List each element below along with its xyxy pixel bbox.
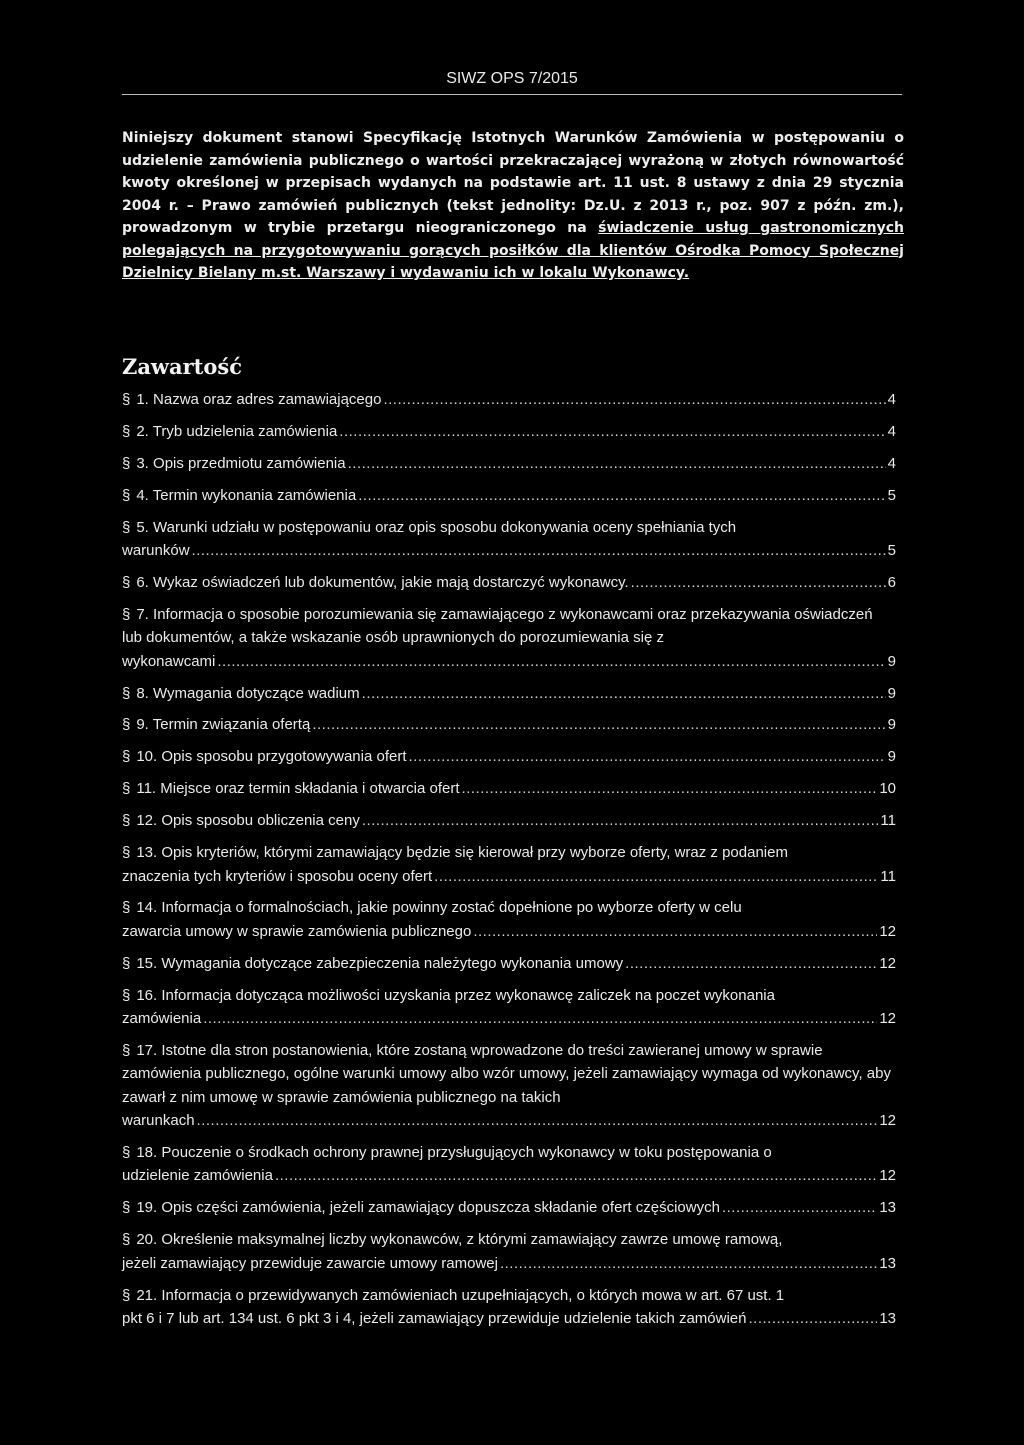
toc-entry[interactable] [122,516,896,563]
dot-leader [631,571,886,594]
toc-entry-title: 20. Określenie maksymalnej liczby wykonawców, z którymi zamawiający zawrze umowę ramową, [136,1231,783,1249]
toc-entry[interactable] [122,809,896,832]
toc-entry[interactable] [122,1284,896,1331]
section-sign: § [122,573,131,591]
toc-page-number: 12 [879,954,896,972]
dot-leader [409,745,886,768]
toc-page-number: 12 [879,1010,896,1028]
toc-entry[interactable] [122,571,896,594]
section-sign: § [122,454,131,472]
dot-leader [434,865,878,888]
toc-entry[interactable] [122,841,896,888]
toc-entry-text [122,841,896,864]
toc-entry[interactable] [122,984,896,1031]
toc-entry-title-continued: pkt 6 i 7 lub art. 134 ust. 6 pkt 3 i 4, jeżeli zamawiający przewiduje udzielenie takich zamówień [122,1310,747,1327]
dot-leader [362,682,886,705]
dot-leader [722,1196,877,1219]
toc-entry[interactable] [122,682,896,705]
toc-entry-title: 15. Wymagania dotyczące zabezpieczenia należytego wykonania umowy [136,954,624,972]
dot-leader [462,777,878,800]
dot-leader [749,1307,878,1330]
toc-entry[interactable] [122,603,896,673]
toc-entry-title: 12. Opis sposobu obliczenia ceny [136,812,360,830]
toc-entry[interactable] [122,777,896,800]
toc-entry-title: 8. Wymagania dotyczące wadium [136,684,360,702]
toc-entry-title-continued: wykonawcami [122,652,216,670]
section-sign: § [122,899,131,917]
toc-page-number: 12 [879,922,896,940]
toc-entry[interactable] [122,1141,896,1188]
dot-leader [192,539,886,562]
section-sign: § [122,986,131,1004]
dot-leader [197,1109,878,1132]
toc-page-number: 5 [887,486,896,504]
dot-leader [348,452,886,475]
toc-page-number: 12 [879,1112,896,1130]
toc-entry[interactable] [122,1228,896,1275]
toc-entry[interactable] [122,484,896,507]
toc-entry-text [122,1284,896,1307]
dot-leader [358,484,885,507]
toc-entry[interactable] [122,952,896,975]
section-sign: § [122,716,131,734]
toc-page-number: 4 [887,422,896,440]
section-sign: § [122,1199,131,1217]
section-sign: § [122,1041,131,1059]
dot-leader [500,1252,877,1275]
dot-leader [473,920,877,943]
toc-entry[interactable] [122,1196,896,1219]
toc-entry-text [122,603,896,650]
section-sign: § [122,1286,131,1304]
toc-page-number: 4 [887,391,896,408]
table-of-contents [122,388,896,1339]
toc-entry-text [122,516,896,539]
toc-entry[interactable] [122,713,896,736]
toc-entry-title: 2. Tryb udzielenia zamówienia [136,422,338,440]
toc-page-number: 13 [879,1310,896,1327]
toc-page-number: 11 [880,867,896,885]
toc-page-number: 10 [879,780,896,798]
toc-page-number: 5 [887,542,896,560]
section-sign: § [122,780,131,798]
toc-entry-title: 9. Termin związania ofertą [136,716,311,734]
toc-page-number: 9 [887,652,896,670]
toc-entry-text [122,1228,896,1251]
toc-page-number: 9 [887,716,896,734]
toc-entry[interactable] [122,1039,896,1133]
toc-page-number: 4 [887,454,896,472]
toc-entry-title-continued: warunków [122,542,190,560]
toc-entry-title: 18. Pouczenie o środkach ochrony prawnej przysługujących wykonawcy w toku postępowania o [136,1144,772,1162]
toc-entry-title: 21. Informacja o przewidywanych zamówieniach uzupełniających, o których mowa w art. 67 ust. 1 [136,1286,785,1304]
dot-leader [625,952,877,975]
intro-subject-underlined: świadczenie usług gastronomicznych polegających na przygotowywaniu gorących posiłków dla klientów Ośrodka Pomocy Społecznej Dzielnicy Bielany m.st. Warszawy i wydawaniu ich w lokalu Wykonawcy. [122,220,905,281]
header-divider [122,94,902,95]
toc-entry[interactable] [122,452,896,475]
section-sign: § [122,1231,131,1249]
toc-entry-title: 16. Informacja dotycząca możliwości uzyskania przez wykonawcę zaliczek na poczet wykonania [136,986,775,1004]
toc-entry-title: 5. Warunki udziału w postępowaniu oraz opis sposobu dokonywania oceny spełniania tych [136,518,737,536]
toc-entry-title: 13. Opis kryteriów, którymi zamawiający będzie się kierował przy wyborze oferty, wraz z podaniem [136,844,788,862]
toc-entry-title-continued: znaczenia tych kryteriów i sposobu oceny ofert [122,867,433,885]
toc-entry-title: 7. Informacja o sposobie porozumiewania się zamawiającego z wykonawcami oraz przekazywania oświadczeń lub dokumentów, a także wskazanie osób uprawnionych do porozumiewania się z [122,605,873,647]
section-sign: § [122,1144,131,1162]
toc-entry[interactable] [122,420,896,443]
toc-entry-title: 10. Opis sposobu przygotowywania ofert [136,748,407,766]
toc-entry-text [122,984,896,1007]
toc-entry-title: 11. Miejsce oraz termin składania i otwarcia ofert [136,780,460,798]
dot-leader [339,420,885,443]
toc-entry-title: 19. Opis części zamówienia, jeżeli zamawiający dopuszcza składanie ofert częściowych [136,1199,720,1217]
toc-page-number: 13 [879,1254,896,1272]
toc-entry[interactable] [122,745,896,768]
section-sign: § [122,748,131,766]
toc-entry-title: 17. Istotne dla stron postanowienia, które zostaną wprowadzone do treści zawieranej umowy w sprawie zamówienia publicznego, ogólne warunki umowy albo wzór umowy, jeżeli zamawiający wymaga od wykonawcy, aby zawarł z nim umowę w sprawie zamówienia publicznego na takich [122,1041,891,1106]
toc-entry-title-continued: jeżeli zamawiający przewiduje zawarcie umowy ramowej [122,1254,498,1272]
toc-page-number: 9 [887,748,896,766]
toc-entry-title: 3. Opis przedmiotu zamówienia [136,454,346,472]
dot-leader [362,809,879,832]
toc-page-number: 12 [879,1167,896,1185]
document-header: SIWZ OPS 7/2015 [446,70,578,87]
toc-page-number: 6 [887,573,896,591]
toc-entry-title: 1. Nazwa oraz adres zamawiającego [136,391,382,408]
section-sign: § [122,391,131,408]
section-sign: § [122,812,131,830]
dot-leader [383,388,885,411]
section-sign: § [122,518,131,536]
dot-leader [203,1007,877,1030]
toc-entry-title: 4. Termin wykonania zamówienia [136,486,357,504]
toc-entry-title-continued: udzielenie zamówienia [122,1167,273,1185]
toc-page-number: 9 [887,684,896,702]
toc-entry-title-continued: warunkach [122,1112,195,1130]
toc-page-number: 11 [880,812,896,830]
section-sign: § [122,684,131,702]
toc-heading: Zawartość [122,354,243,379]
section-sign: § [122,844,131,862]
toc-entry-title-continued: zamówienia [122,1010,202,1028]
toc-entry-text [122,1141,896,1164]
toc-entry-text [122,896,896,919]
section-sign: § [122,422,131,440]
dot-leader [312,713,885,736]
toc-entry[interactable] [122,388,896,411]
section-sign: § [122,605,131,623]
dot-leader [275,1164,877,1187]
section-sign: § [122,954,131,972]
toc-entry-title: 14. Informacja o formalnościach, jakie powinny zostać dopełnione po wyborze oferty w celu [136,899,742,917]
toc-entry-text [122,1039,896,1109]
toc-page-number: 13 [879,1199,896,1217]
toc-entry-title-continued: zawarcia umowy w sprawie zamówienia publicznego [122,922,472,940]
section-sign: § [122,486,131,504]
dot-leader [217,650,885,673]
toc-entry[interactable] [122,896,896,943]
intro-paragraph [122,127,904,285]
toc-entry-title: 6. Wykaz oświadczeń lub dokumentów, jakie mają dostarczyć wykonawcy. [136,573,629,591]
intro-text: Niniejszy dokument stanowi Specyfikację Istotnych Warunków Zamówienia w postępowaniu o udzielenie zamówienia publicznego o wartości przekraczającej wyrażoną w złotych równowartość kwoty określonej w przepisach wydanych na podstawie art. 11 ust. 8 ustawy z dnia 29 stycznia 2004 r. – Prawo zamówień publicznych (tekst jednolity: Dz.U. z 2013 r., poz. 907 z późn. zm.), prowadzonym w trybie przetargu nieograniczonego na [122,130,904,236]
